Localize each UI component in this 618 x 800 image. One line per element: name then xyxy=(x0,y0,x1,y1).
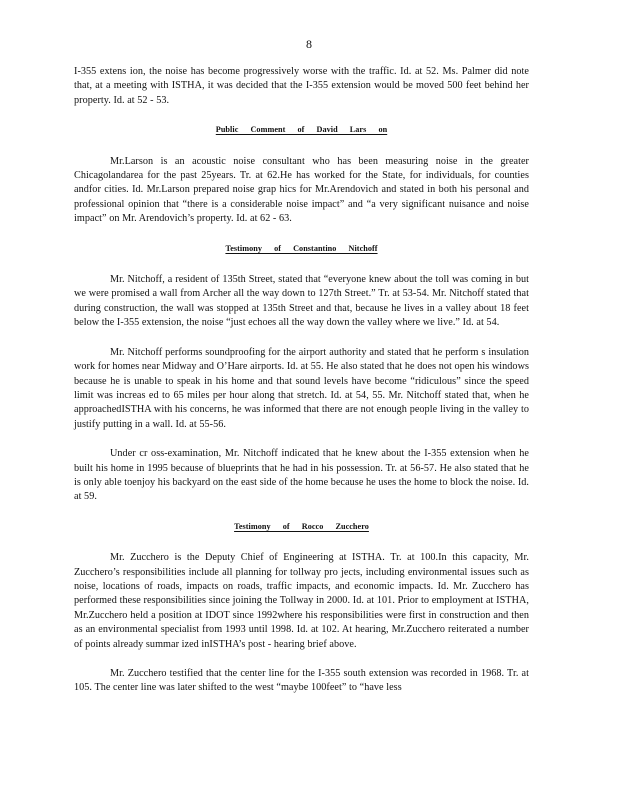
paragraph-larson: Mr.Larson is an acoustic noise consultant who has been measuring noise in the greater Chicagolandarea for the past 25years. Tr. at 62.He has worked for the State, for individuals, for counties andfor cities. Id. Mr.Larson prepared noise grap hics for Mr.Arendovich and stated in both his personal and professional opinion that “there is a considerable noise impact” and “a very significant nuisance and noise impact” on Mr. Arendovich’s property. Id. at 62 - 63. xyxy=(74,155,529,225)
section-heading-larson xyxy=(74,123,529,137)
paragraph-zucchero-1: Mr. Zucchero is the Deputy Chief of Engineering at ISTHA. Tr. at 100.In this capacity, Mr. Zucchero’s responsibilities include all planning for tollway pro jects, including environmental issues such as noise, locations of roads, impacts on roads, traffic impacts, and economic impacts. Id. Mr. Zucchero has performed these responsibilities since joining the Tollway in 2000. Id. at 101. Prior to employment at ISTHA, Mr.Zucchero held a position at IDOT since 1992where his responsibilities were first in construction and then as an environmental specialist from 1993 until 1998. Id. at 102. At hearing, Mr.Zucchero reiterated a number of points already summar ized inISTHA’s post - hearing brief above. xyxy=(74,552,529,650)
section-heading-text: Testimony of Constantino Nitchoff xyxy=(225,243,378,253)
paragraph-nitchoff-1: Mr. Nitchoff, a resident of 135th Street, stated that “everyone knew about the toll was coming in but we were promised a wall from Archer all the way down to 127th Street.” Tr. at 53-54. Mr. Nitchoff stated that during construction, the wall was stopped at 135th Street and that, because he lives in a valley about 18 feet below the I-355 extension, the noise “just echoes all the way down the valley where we live.” Id. at 54. xyxy=(74,274,529,329)
paragraph-nitchoff-2: Mr. Nitchoff performs soundproofing for the airport authority and stated that he perform s insulation work for homes near Midway and O’Hare airports. Id. at 55. He also stated that he does not open his windows because he is unable to speak in his home and that sound levels have become “ridiculous” since the speed limit was increas ed to 65 miles per hour along that stretch. Id. at 54, 55. Mr. Nitchoff stated that, when he approachedISTHA with his concerns, he was informed that there are not enough people living in the valley to justify putting in a wall. Id. at 55-56. xyxy=(74,346,529,430)
section-heading-text: Testimony of Rocco Zucchero xyxy=(234,521,369,531)
paragraph-zucchero-2: Mr. Zucchero testified that the center line for the I-355 south extension was recorded in 1968. Tr. at 105. The center line was later shifted to the west “maybe 100feet” to “have less xyxy=(74,668,529,694)
section-heading-text: Public Comment of David Lars on xyxy=(215,125,388,135)
paragraph-palmer-continued: I-355 extens ion, the noise has become progressively worse with the traffic. Id. at 52. Ms. Palmer did note that, at a meeting with ISTHA, it was decided that the I-355 extension would be moved 500 feet behind her property. Id. at 52 - 53. xyxy=(74,66,529,106)
page-number: 8 xyxy=(306,37,312,51)
section-heading-nitchoff xyxy=(74,242,529,256)
document-body xyxy=(74,65,529,711)
section-heading-zucchero xyxy=(74,520,529,534)
paragraph-nitchoff-3: Under cr oss-examination, Mr. Nitchoff indicated that he knew about the I-355 extension when he built his home in 1995 because of blueprints that he had in his possession. Tr. at 56-57. He also stated that he is only able toenjoy his backyard on the east side of the home because he uses the home to block the noise. Id. at 59. xyxy=(74,448,529,503)
